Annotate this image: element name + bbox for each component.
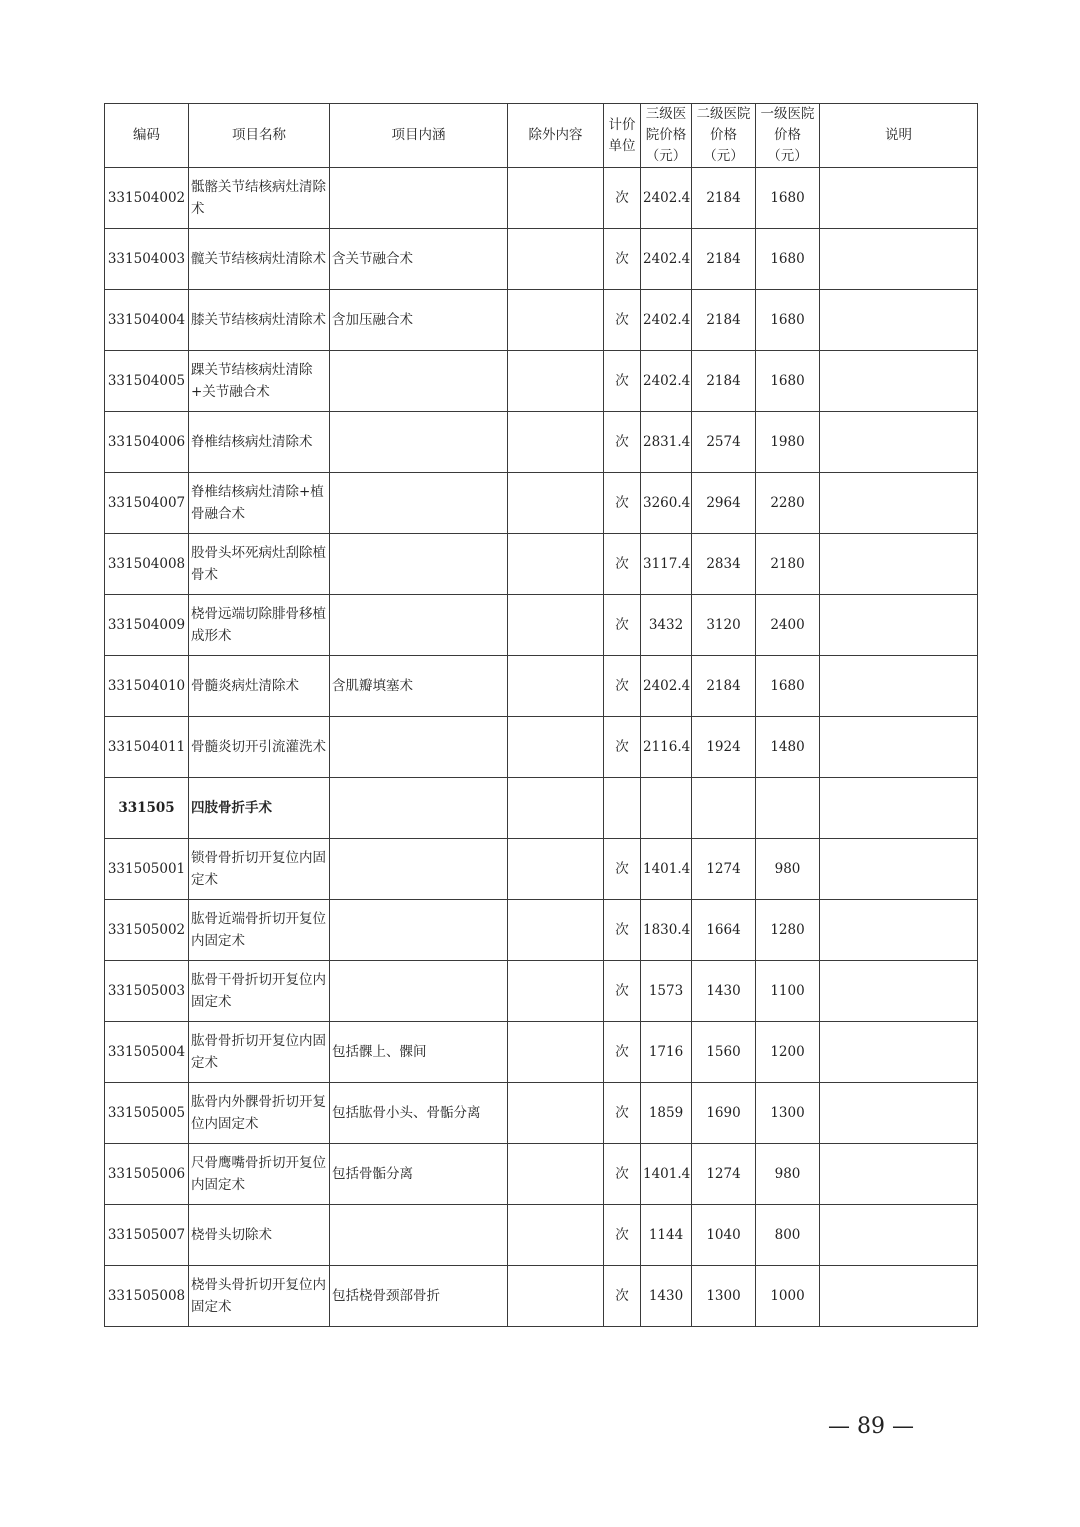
table-row [105,1144,978,1205]
unit-cell: 次 [604,1266,641,1327]
unit-cell: 次 [604,595,641,656]
price-tier2-cell: 2184 [692,290,756,351]
price-tier2-cell: 1664 [692,900,756,961]
price-tier3-cell: 2116.4 [641,717,692,778]
code-cell: 331505006 [105,1144,189,1205]
note-cell [820,229,978,290]
exclusions-cell [508,1083,604,1144]
content-cell [330,778,508,839]
table-row [105,229,978,290]
header-exclusions: 除外内容 [508,104,604,168]
unit-cell: 次 [604,1205,641,1266]
header-unit: 计价单位 [604,104,641,168]
unit-cell: 次 [604,900,641,961]
price-tier1-cell: 1680 [756,168,820,229]
exclusions-cell [508,290,604,351]
code-cell: 331505001 [105,839,189,900]
exclusions-cell [508,717,604,778]
pricing-table [104,103,978,1327]
content-cell [330,473,508,534]
table-row [105,412,978,473]
name-cell: 桡骨头切除术 [189,1205,330,1266]
exclusions-cell [508,778,604,839]
header-price-tier2: 二级医院价格（元） [692,104,756,168]
table-row [105,1083,978,1144]
unit-cell: 次 [604,656,641,717]
exclusions-cell [508,1022,604,1083]
exclusions-cell [508,168,604,229]
price-tier3-cell: 1430 [641,1266,692,1327]
price-tier2-cell: 1430 [692,961,756,1022]
content-cell [330,839,508,900]
note-cell [820,595,978,656]
code-cell: 331504009 [105,595,189,656]
price-tier1-cell: 1100 [756,961,820,1022]
code-cell: 331504011 [105,717,189,778]
table-row [105,839,978,900]
price-tier3-cell: 1859 [641,1083,692,1144]
price-tier1-cell: 980 [756,1144,820,1205]
exclusions-cell [508,656,604,717]
price-tier3-cell [641,778,692,839]
table-body [105,168,978,1327]
note-cell [820,1144,978,1205]
table-row [105,900,978,961]
name-cell: 骨髓炎切开引流灌洗术 [189,717,330,778]
note-cell [820,1022,978,1083]
note-cell [820,412,978,473]
content-cell [330,168,508,229]
table-header-row [105,104,978,168]
note-cell [820,900,978,961]
name-cell: 脊椎结核病灶清除+植骨融合术 [189,473,330,534]
exclusions-cell [508,229,604,290]
content-cell [330,961,508,1022]
code-cell: 331504004 [105,290,189,351]
code-cell: 331504008 [105,534,189,595]
price-tier1-cell: 2400 [756,595,820,656]
unit-cell: 次 [604,961,641,1022]
unit-cell: 次 [604,1022,641,1083]
name-cell: 骨髓炎病灶清除术 [189,656,330,717]
name-cell: 尺骨鹰嘴骨折切开复位内固定术 [189,1144,330,1205]
name-cell: 踝关节结核病灶清除+关节融合术 [189,351,330,412]
exclusions-cell [508,412,604,473]
table-row [105,595,978,656]
name-cell: 髋关节结核病灶清除术 [189,229,330,290]
table-row [105,961,978,1022]
code-cell: 331505003 [105,961,189,1022]
header-note: 说明 [820,104,978,168]
code-cell: 331504010 [105,656,189,717]
exclusions-cell [508,1144,604,1205]
name-cell: 膝关节结核病灶清除术 [189,290,330,351]
content-cell [330,1205,508,1266]
header-code: 编码 [105,104,189,168]
price-tier2-cell: 1274 [692,839,756,900]
note-cell [820,473,978,534]
name-cell: 肱骨干骨折切开复位内固定术 [189,961,330,1022]
price-tier3-cell: 2402.4 [641,351,692,412]
price-tier3-cell: 2402.4 [641,229,692,290]
price-tier2-cell: 1040 [692,1205,756,1266]
name-cell: 桡骨远端切除腓骨移植成形术 [189,595,330,656]
name-cell: 骶髂关节结核病灶清除术 [189,168,330,229]
exclusions-cell [508,351,604,412]
note-cell [820,534,978,595]
name-cell: 肱骨近端骨折切开复位内固定术 [189,900,330,961]
price-tier1-cell: 980 [756,839,820,900]
price-tier1-cell: 1480 [756,717,820,778]
price-tier1-cell: 1980 [756,412,820,473]
table-row [105,168,978,229]
table-row [105,1266,978,1327]
content-cell: 包括桡骨颈部骨折 [330,1266,508,1327]
code-cell: 331504007 [105,473,189,534]
content-cell: 含加压融合术 [330,290,508,351]
price-tier3-cell: 1716 [641,1022,692,1083]
price-tier2-cell: 1274 [692,1144,756,1205]
price-tier1-cell: 1280 [756,900,820,961]
unit-cell: 次 [604,168,641,229]
note-cell [820,1205,978,1266]
price-tier2-cell: 2184 [692,656,756,717]
code-cell: 331504002 [105,168,189,229]
name-cell: 股骨头坏死病灶刮除植骨术 [189,534,330,595]
price-tier1-cell: 1300 [756,1083,820,1144]
unit-cell: 次 [604,839,641,900]
unit-cell: 次 [604,1144,641,1205]
price-tier3-cell: 2402.4 [641,168,692,229]
name-cell: 桡骨头骨折切开复位内固定术 [189,1266,330,1327]
unit-cell: 次 [604,473,641,534]
content-cell: 包括肱骨小头、骨骺分离 [330,1083,508,1144]
content-cell: 包括骨骺分离 [330,1144,508,1205]
header-price-tier3: 三级医院价格（元） [641,104,692,168]
price-tier3-cell: 1401.4 [641,1144,692,1205]
content-cell [330,900,508,961]
header-price-tier1: 一级医院价格（元） [756,104,820,168]
price-tier1-cell: 800 [756,1205,820,1266]
exclusions-cell [508,1266,604,1327]
price-tier1-cell: 1680 [756,656,820,717]
table-row [105,1022,978,1083]
name-cell: 脊椎结核病灶清除术 [189,412,330,473]
note-cell [820,168,978,229]
price-tier1-cell: 1680 [756,290,820,351]
exclusions-cell [508,473,604,534]
price-tier3-cell: 3117.4 [641,534,692,595]
section-code-cell: 331505 [105,778,189,839]
price-tier3-cell: 1830.4 [641,900,692,961]
price-tier3-cell: 2831.4 [641,412,692,473]
price-tier1-cell [756,778,820,839]
price-tier2-cell: 1924 [692,717,756,778]
code-cell: 331505004 [105,1022,189,1083]
section-name-cell: 四肢骨折手术 [189,778,330,839]
price-tier3-cell: 1144 [641,1205,692,1266]
price-tier2-cell [692,778,756,839]
table-row [105,1205,978,1266]
exclusions-cell [508,961,604,1022]
price-tier2-cell: 2184 [692,168,756,229]
content-cell: 包括髁上、髁间 [330,1022,508,1083]
price-tier2-cell: 1300 [692,1266,756,1327]
table-row [105,473,978,534]
unit-cell: 次 [604,351,641,412]
price-tier2-cell: 1560 [692,1022,756,1083]
content-cell [330,412,508,473]
note-cell [820,778,978,839]
note-cell [820,961,978,1022]
content-cell [330,717,508,778]
price-tier1-cell: 1680 [756,351,820,412]
unit-cell: 次 [604,412,641,473]
price-tier1-cell: 1680 [756,229,820,290]
unit-cell: 次 [604,229,641,290]
code-cell: 331504006 [105,412,189,473]
price-tier2-cell: 1690 [692,1083,756,1144]
name-cell: 肱骨骨折切开复位内固定术 [189,1022,330,1083]
price-tier3-cell: 3260.4 [641,473,692,534]
price-tier3-cell: 3432 [641,595,692,656]
content-cell [330,351,508,412]
code-cell: 331505008 [105,1266,189,1327]
exclusions-cell [508,839,604,900]
unit-cell: 次 [604,717,641,778]
price-tier2-cell: 2184 [692,351,756,412]
note-cell [820,1266,978,1327]
price-tier1-cell: 1000 [756,1266,820,1327]
price-tier3-cell: 2402.4 [641,290,692,351]
price-tier3-cell: 1401.4 [641,839,692,900]
name-cell: 肱骨内外髁骨折切开复位内固定术 [189,1083,330,1144]
note-cell [820,717,978,778]
content-cell: 含肌瓣填塞术 [330,656,508,717]
note-cell [820,351,978,412]
price-tier2-cell: 3120 [692,595,756,656]
table-row [105,717,978,778]
code-cell: 331505007 [105,1205,189,1266]
table-row [105,656,978,717]
unit-cell: 次 [604,290,641,351]
note-cell [820,839,978,900]
price-tier1-cell: 2280 [756,473,820,534]
price-tier2-cell: 2574 [692,412,756,473]
price-tier3-cell: 1573 [641,961,692,1022]
price-tier2-cell: 2834 [692,534,756,595]
exclusions-cell [508,900,604,961]
unit-cell [604,778,641,839]
code-cell: 331505002 [105,900,189,961]
table-row [105,290,978,351]
header-name: 项目名称 [189,104,330,168]
exclusions-cell [508,595,604,656]
note-cell [820,656,978,717]
code-cell: 331505005 [105,1083,189,1144]
note-cell [820,290,978,351]
content-cell [330,534,508,595]
content-cell [330,595,508,656]
exclusions-cell [508,534,604,595]
note-cell [820,1083,978,1144]
price-tier2-cell: 2964 [692,473,756,534]
exclusions-cell [508,1205,604,1266]
code-cell: 331504005 [105,351,189,412]
table-row [105,351,978,412]
price-tier1-cell: 2180 [756,534,820,595]
content-cell: 含关节融合术 [330,229,508,290]
price-tier2-cell: 2184 [692,229,756,290]
name-cell: 锁骨骨折切开复位内固定术 [189,839,330,900]
page-number: — 89 — [828,1414,914,1439]
price-tier3-cell: 2402.4 [641,656,692,717]
unit-cell: 次 [604,1083,641,1144]
table-row [105,534,978,595]
header-content: 项目内涵 [330,104,508,168]
unit-cell: 次 [604,534,641,595]
code-cell: 331504003 [105,229,189,290]
price-tier1-cell: 1200 [756,1022,820,1083]
section-row [105,778,978,839]
